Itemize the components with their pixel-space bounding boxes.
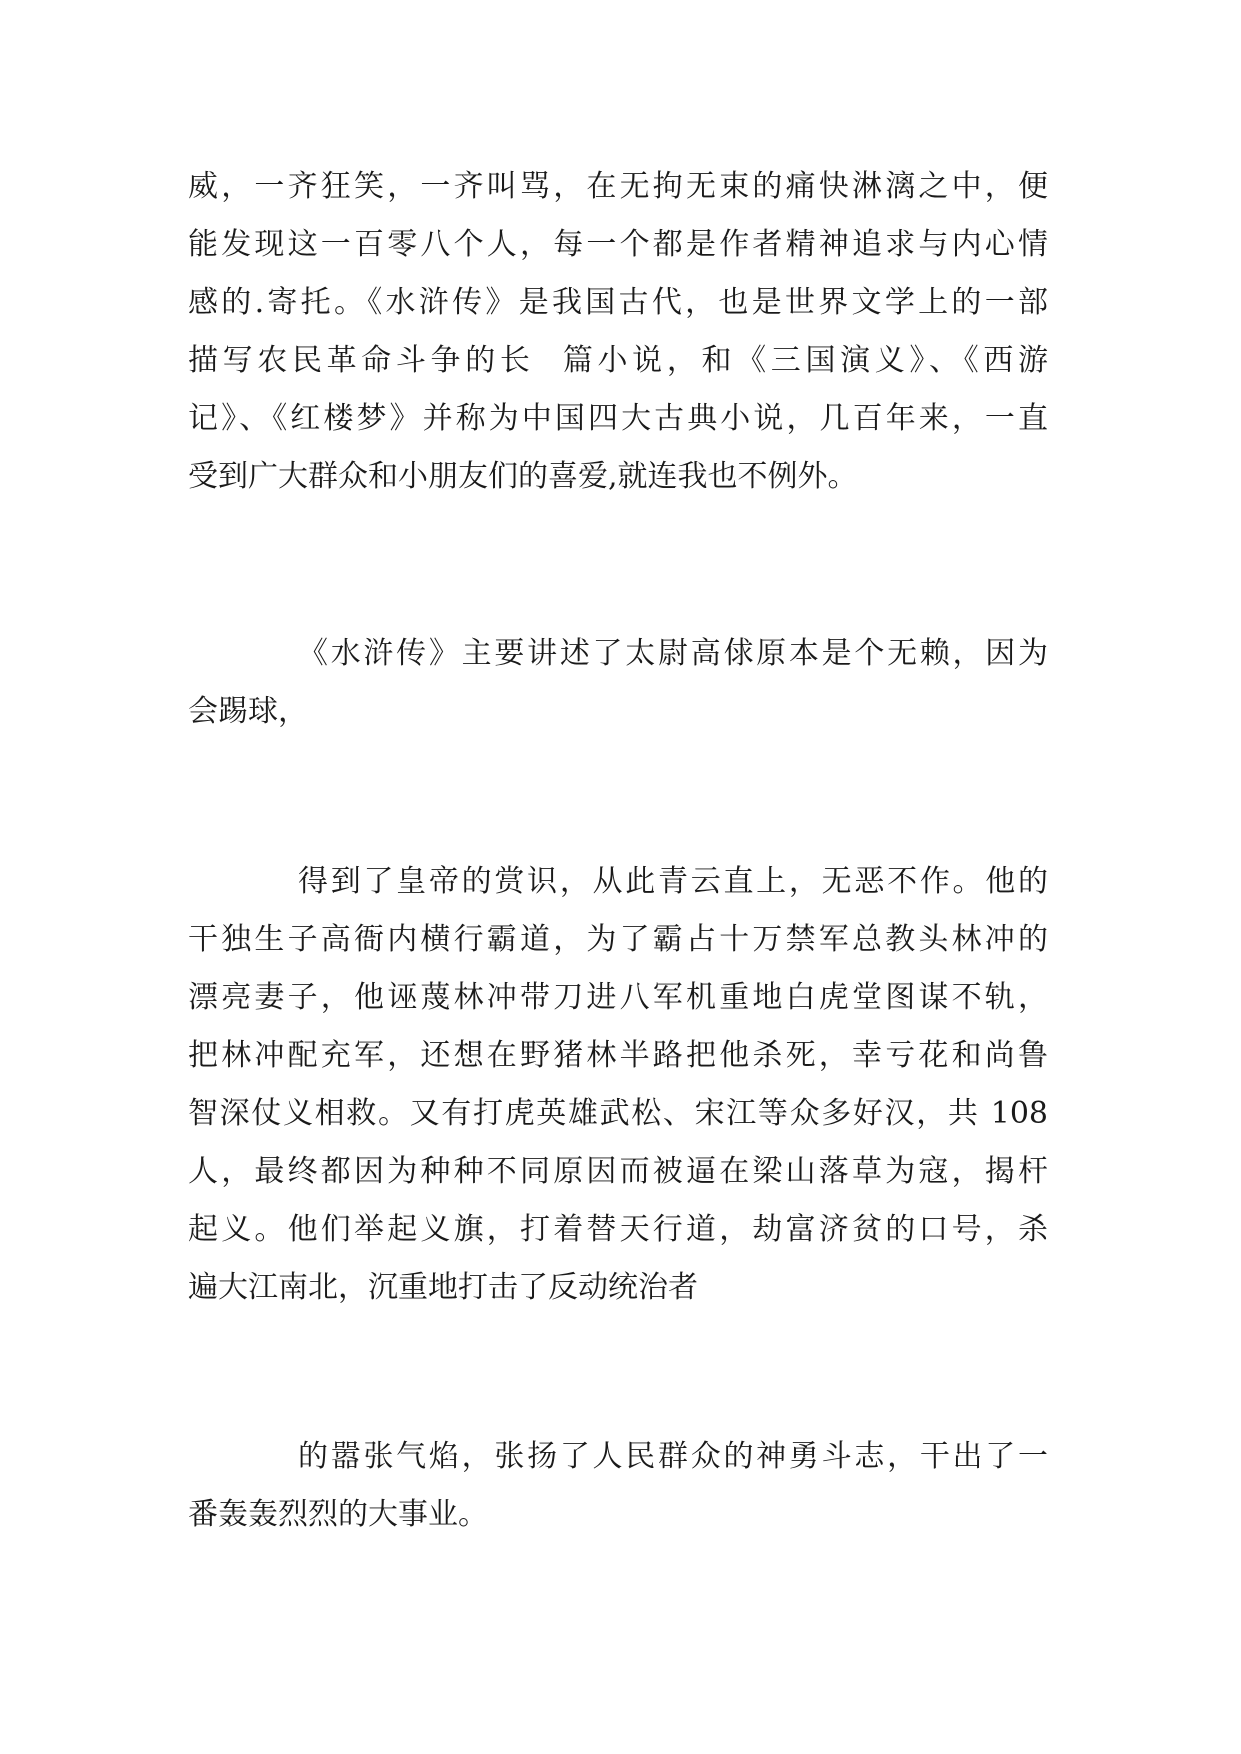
text-line: 记》、《红楼梦》并称为中国四大古典小说，几百年来，一直 xyxy=(188,401,1048,436)
text-line: 人，最终都因为种种不同原因而被逼在梁山落草为寇，揭杆 xyxy=(188,1154,1048,1189)
text-line: 的嚣张气焰，张扬了人民群众的神勇斗志，干出了一 xyxy=(298,1439,1048,1474)
text-line: 把林冲配充军，还想在野猪林半路把他杀死，幸亏花和尚鲁 xyxy=(188,1038,1048,1073)
text-line: 威，一齐狂笑，一齐叫骂，在无拘无束的痛快淋漓之中，便 xyxy=(188,169,1048,204)
text-line: 描写农民革命斗争的长 篇小说，和《三国演义》、《西游 xyxy=(188,343,1048,378)
text-line: 得到了皇帝的赏识，从此青云直上，无恶不作。他的 xyxy=(298,864,1048,899)
text-line: 干独生子高衙内横行霸道，为了霸占十万禁军总教头林冲的 xyxy=(188,922,1048,957)
text-line: 漂亮妻子，他诬蔑林冲带刀进八军机重地白虎堂图谋不轨， xyxy=(188,980,1048,1015)
text-line: 会踢球， xyxy=(188,694,308,729)
text-line: 起义。他们举起义旗，打着替天行道，劫富济贫的口号，杀 xyxy=(188,1212,1048,1247)
text-line: 受到广大群众和小朋友们的喜爱,就连我也不例外。 xyxy=(188,459,858,494)
text-line: 《水浒传》主要讲述了太尉高俅原本是个无赖，因为 xyxy=(298,636,1048,671)
text-line: 智深仗义相救。又有打虎英雄武松、宋江等众多好汉，共 108 xyxy=(188,1096,1048,1131)
text-line: 感的.寄托。《水浒传》是我国古代，也是世界文学上的一部 xyxy=(188,285,1048,320)
text-line: 番轰轰烈烈的大事业。 xyxy=(188,1497,488,1532)
paragraph-1 xyxy=(188,158,1048,506)
paragraph-3 xyxy=(188,853,1048,1317)
paragraph-4 xyxy=(188,1428,1048,1544)
text-line: 能发现这一百零八个人，每一个都是作者精神追求与内心情 xyxy=(188,227,1048,262)
paragraph-2 xyxy=(188,625,1048,741)
text-line: 遍大江南北，沉重地打击了反动统治者 xyxy=(188,1270,698,1305)
